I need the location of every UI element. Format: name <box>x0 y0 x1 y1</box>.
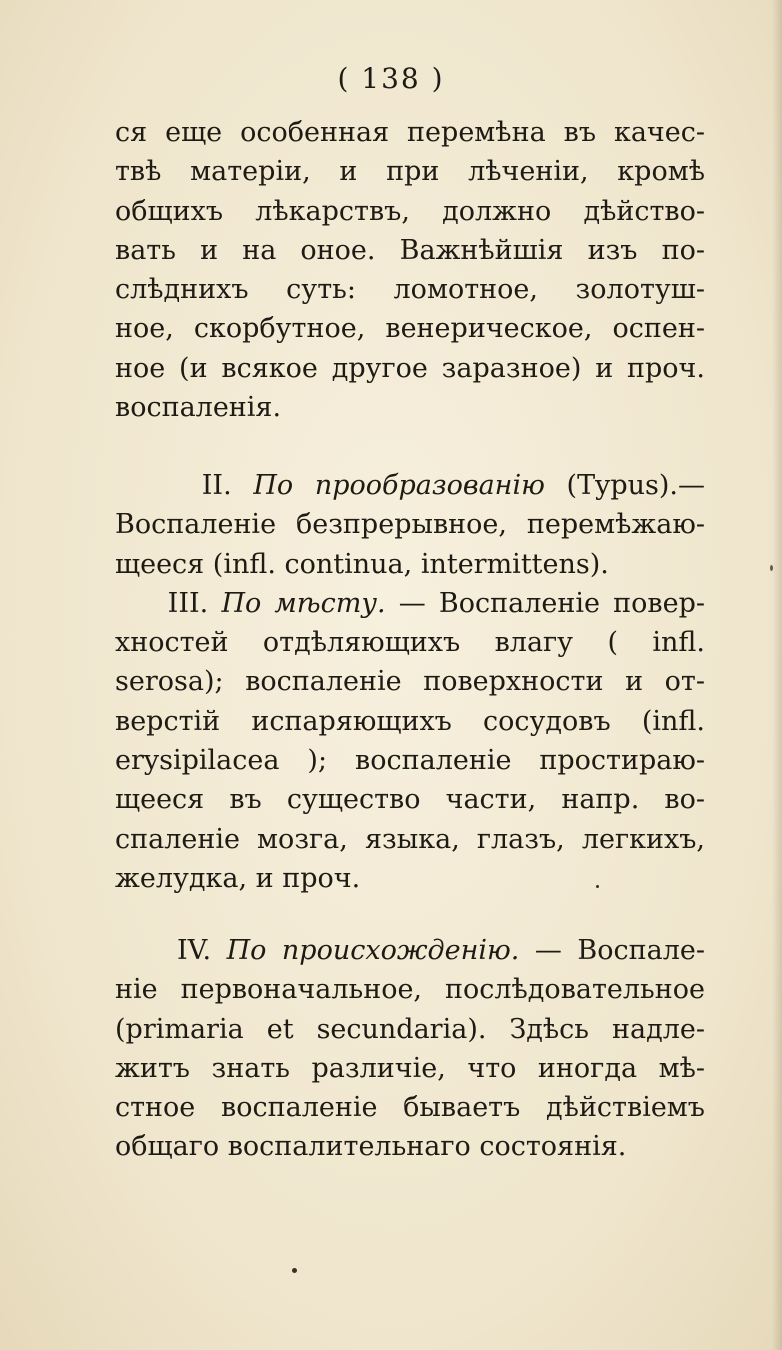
text-line: воспаленія. <box>115 392 282 424</box>
section-heading-line <box>115 584 705 623</box>
text-line: житъ знать различіе, что иногда мѣ- <box>115 1052 705 1084</box>
text-line: спаленіе мозга, языка, глазъ, легкихъ, <box>115 823 705 855</box>
section-number: IV. <box>177 935 212 966</box>
section-heading: По мѣсту. <box>221 587 386 619</box>
section-heading-line <box>115 931 705 970</box>
paper-speck <box>770 565 773 571</box>
section-rest: (Typus).— <box>544 470 705 501</box>
section-rest: — Воспаленіе повер- <box>385 587 705 619</box>
text-line: serosa); воспаленіе поверхности и от- <box>115 666 705 698</box>
section-heading: По происхожденію. <box>226 935 520 966</box>
text-line: общихъ лѣкарствъ, должно дѣйство- <box>115 195 705 227</box>
text-line: ное (и всякое другое заразное) и проч. <box>115 352 705 384</box>
text-line: вать и на оное. Важнѣйшія изъ по- <box>115 234 705 266</box>
section-number: II. <box>201 470 232 501</box>
text-line: верстій испаряющихъ сосудовъ (infl. <box>115 705 705 737</box>
paper-speck <box>596 885 599 888</box>
section-number: III. <box>167 587 209 619</box>
paper-speck <box>292 1268 297 1273</box>
section-heading-line <box>115 466 705 505</box>
text-line: слѣднихъ суть: ломотное, золотуш- <box>115 274 705 306</box>
text-line: Воспаленіе безпрерывное, перемѣжаю- <box>115 509 705 541</box>
text-line: стное воспаленіе бываетъ дѣйствіемъ <box>115 1092 705 1124</box>
text-line: щееся въ существо части, напр. во- <box>115 784 705 816</box>
page-edge-shadow <box>772 0 782 1350</box>
text-line: erysipilacea ); воспаленіе простираю- <box>115 745 705 777</box>
paragraph-3 <box>115 931 705 1167</box>
text-line: ное, скорбутное, венерическое, оспен- <box>115 313 705 345</box>
paragraph-2 <box>115 466 705 898</box>
text-line: (primaria et secundaria). Здѣсь надле- <box>115 1013 705 1045</box>
section-rest: — Воспале- <box>519 935 705 966</box>
section-heading: По прообразованію <box>253 470 545 501</box>
text-line: общаго воспалительнаго состоянія. <box>115 1131 627 1163</box>
text-line: щееся (infl. continua, intermittens). <box>115 548 609 580</box>
paragraph-1 <box>115 113 705 427</box>
text-line: желудка, и проч. <box>115 862 361 894</box>
text-line: твѣ матеріи, и при лѣченіи, кромѣ <box>115 156 705 188</box>
page-number: ( 138 ) <box>337 62 445 95</box>
text-line: хностей отдѣляющихъ влагу ( infl. <box>115 627 705 659</box>
text-line: ніе первоначальное, послѣдовательное <box>115 974 705 1006</box>
text-line: ся еще особенная перемѣна въ качес- <box>115 117 705 148</box>
